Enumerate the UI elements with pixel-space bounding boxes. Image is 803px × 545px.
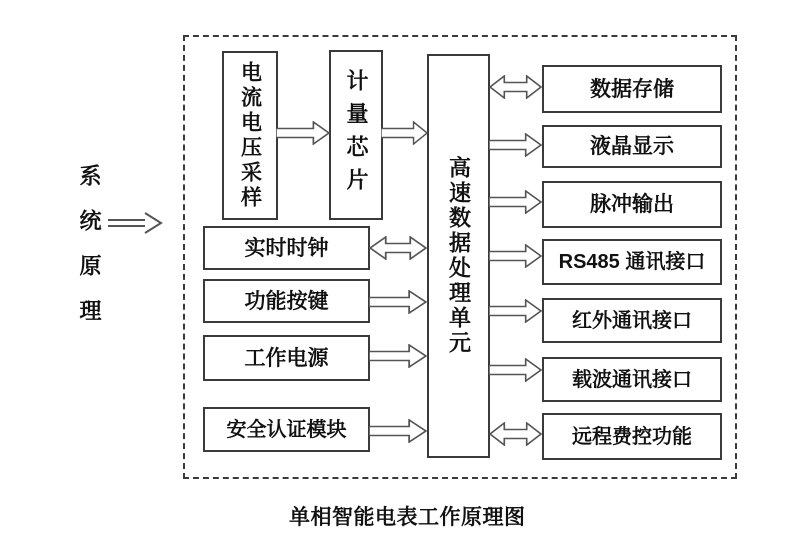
arrow-right-icon [489,299,542,323]
side-label: 系统原理 [77,164,102,344]
carrier-interface-box: 载波通讯接口 [542,357,722,402]
arrow-right-icon [381,121,428,145]
arrow-right-icon [369,344,427,368]
arrow-double-icon [489,422,542,446]
security-auth-box: 安全认证模块 [203,407,370,452]
arrow-double-icon [489,75,542,99]
lcd-display-box: 液晶显示 [542,125,722,168]
function-keys-box: 功能按键 [203,279,370,323]
rs485-interface-box: RS485 通讯接口 [542,239,722,285]
sampling-box: 电流电压采样 [222,51,278,220]
arrow-right-icon [489,133,542,157]
arrow-right-icon [369,419,427,443]
arrow-right-icon [276,121,330,145]
diagram-caption: 单相智能电表工作原理图 [289,506,526,529]
arrow-right-icon [369,290,427,314]
arrow-right-icon [489,358,542,382]
infrared-interface-box: 红外通讯接口 [542,298,722,343]
arrow-right-icon [489,190,542,214]
working-power-box: 工作电源 [203,335,370,381]
processor-box: 高速数据处理单元 [427,54,490,458]
arrow-right-icon [489,244,542,268]
system-flow-arrow-icon [107,211,163,235]
pulse-output-box: 脉冲输出 [542,181,722,228]
remote-fee-control-box: 远程费控功能 [542,413,722,460]
data-storage-box: 数据存储 [542,65,722,113]
arrow-double-icon [369,236,427,260]
metering-chip-box: 计量芯片 [329,50,383,220]
realtime-clock-box: 实时时钟 [203,226,370,270]
